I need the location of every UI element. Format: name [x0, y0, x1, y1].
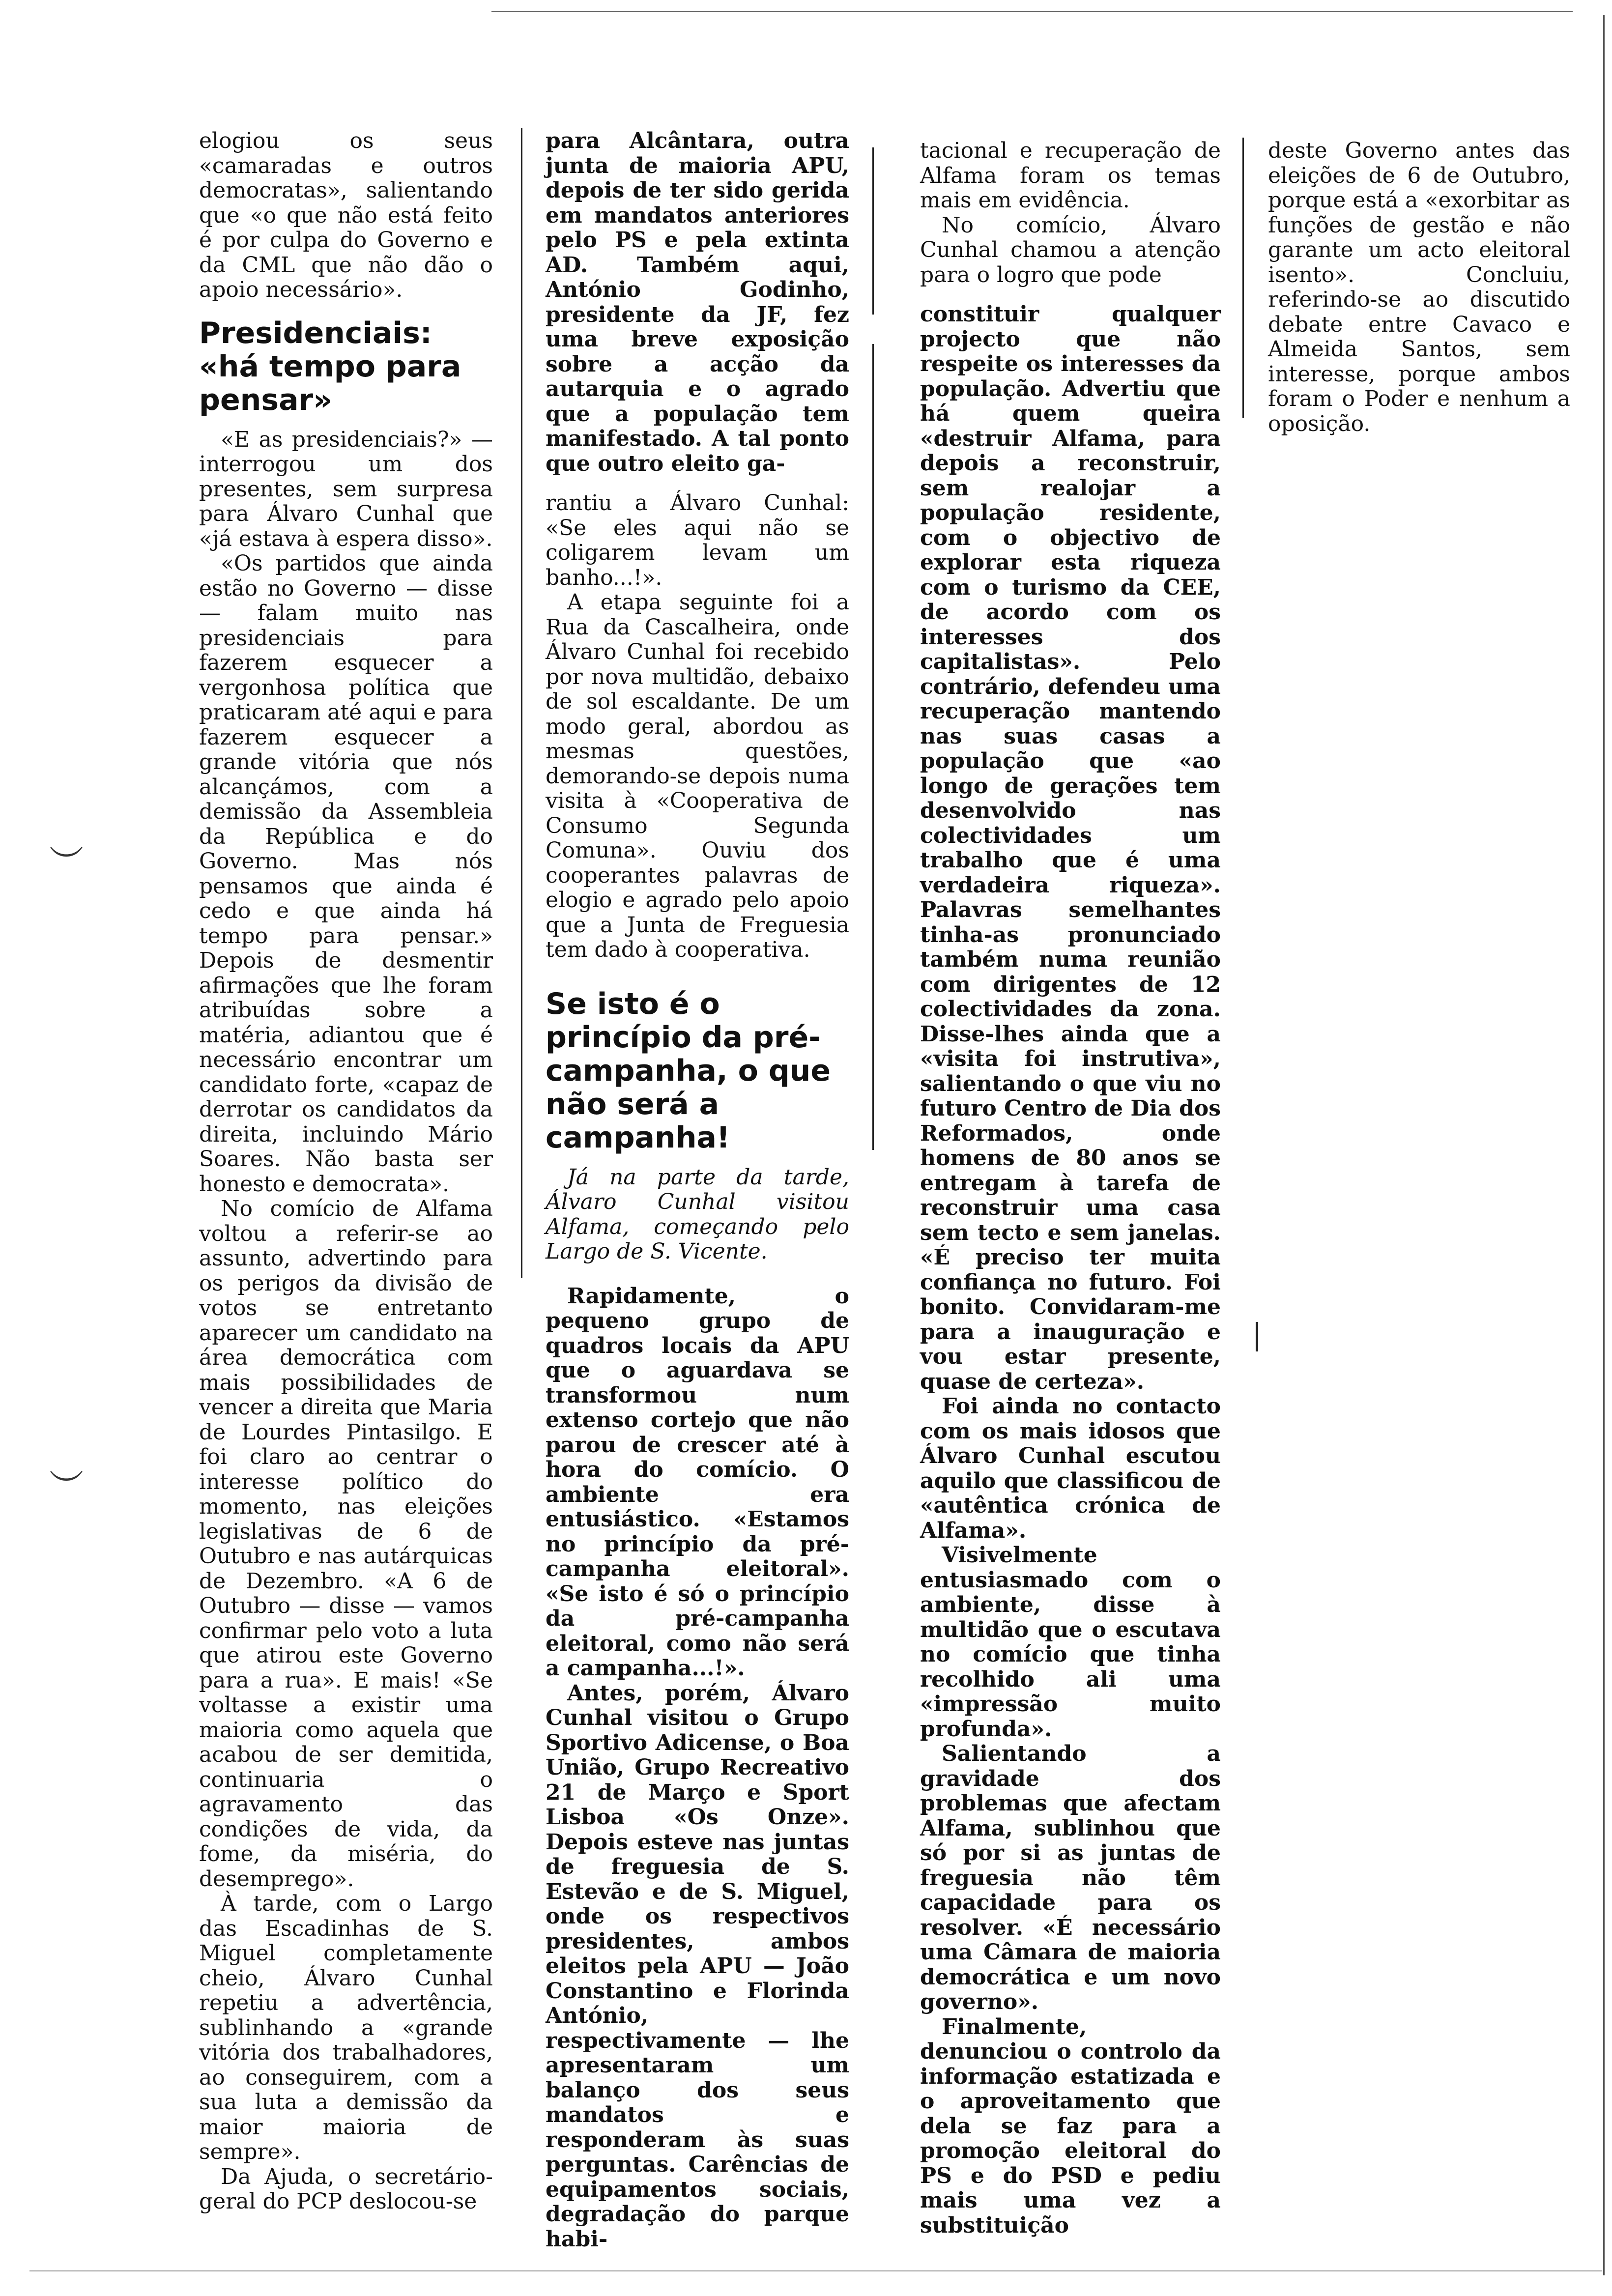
column-2-block-2: [546, 491, 849, 963]
paragraph: deste Governo antes das eleições de 6 de Outubro, porque está a «exorbitar as funções de gestão e não garante um acto eleitoral isento». Concluiu, referindo-se ao discutido debate entre Cavaco e Almeida Santos, sem interesse, porque ambos foram o Poder e nenhum a oposição.: [1268, 138, 1570, 436]
paragraph: Antes, porém, Álvaro Cunhal visitou o Grupo Sportivo Adicense, o Boa União, Grupo Recreativo 21 de Março e Sport Lisboa «Os Onze». Depois esteve nas juntas de freguesia de S. Estevão e de S. Miguel, onde os respectivos presidentes, ambos eleitos pela APU — João Constantino e Florinda António, respectivamente — lhe apresentaram um balanço dos seus mandatos e responderam às suas perguntas. Carências de equipamentos sociais, degradação do parque habi-: [546, 1680, 849, 2252]
column-3-block-1: [920, 139, 1221, 287]
paragraph: No comício de Alfama voltou a referir-se ao assunto, advertindo para os perigos da divisão de votos se entretanto aparecer um candidato na área democrática com mais possibilidades de vencer a direita que Maria de Lourdes Pintasilgo. E foi claro ao centrar o interesse político do momento, nas eleições legislativas de 6 de Outubro e nas autárquicas de Dezembro. «A 6 de Outubro — disse — vamos confirmar pelo voto a luta que atirou este Governo para a rua». E mais! «Se voltasse a existir uma maioria como aquela que acabou de ser demitida, continuaria o agravamento das condições de vida, da fome, da miséria, do desemprego».: [199, 1196, 493, 1892]
heading-presidenciais: Presidenciais: «há tempo para pensar»: [199, 316, 461, 417]
column-rule: [1256, 1322, 1258, 1351]
paragraph: Da Ajuda, o secretário-geral do PCP deslocou-se: [199, 2164, 493, 2214]
lead-paragraph: Já na parte da tarde, Álvaro Cunhal visitou Alfama, começando pelo Largo de S. Vicente.: [546, 1164, 849, 1264]
scan-right-edge: [1603, 15, 1605, 2275]
column-rule: [521, 128, 522, 1278]
paragraph: rantiu a Álvaro Cunhal: «Se eles aqui não se coligarem levam um banho...!».: [546, 490, 849, 590]
paragraph: «E as presidenciais?» — interrogou um dos presentes, sem surpresa para Álvaro Cunhal que «já estava à espera disso».: [199, 427, 493, 551]
paragraph: tacional e recuperação de Alfama foram os temas mais em evidência.: [920, 138, 1221, 213]
column-rule: [872, 147, 874, 315]
margin-mark: ︶: [49, 843, 84, 883]
column-2-block-1: [546, 129, 849, 476]
paragraph: Foi ainda no contacto com os mais idosos que Álvaro Cunhal escutou aquilo que classificou de «autêntica crónica de Alfama».: [920, 1394, 1221, 1543]
scan-top-edge: [491, 11, 1573, 12]
paragraph: para Alcântara, outra junta de maioria APU, depois de ter sido gerida em mandatos anteriores pelo PS e pela extinta AD. Também aqui, António Godinho, presidente da JF, fez uma breve exposição sobre a acção da autarquia e o agrado que a população tem manifestado. A tal ponto que outro eleito ga-: [546, 128, 849, 476]
heading-principio-pre-campanha: Se isto é o princípio da pré-campanha, o que não será a campanha!: [546, 986, 831, 1155]
paragraph: constituir qualquer projecto que não respeite os interesses da população. Advertiu que há quem queira «destruir Alfama, para depois a reconstruir, sem realojar a população residente, com o objectivo de explorar esta riqueza com o turismo da CEE, de acordo com os interesses dos capitalistas». Pelo contrário, defendeu uma recuperação mantendo nas suas casas a população que «ao longo de gerações tem desenvolvido nas colectividades um trabalho que é uma verdadeira riqueza». Palavras semelhantes tinha-as pronunciado também numa reunião com dirigentes de 12 colectividades da zona. Disse-lhes ainda que a «visita foi instrutiva», salientando o que viu no futuro Centro de Dia dos Reformados, onde homens de 80 anos se entregam à tarefa de reconstruir uma casa sem tecto e sem janelas. «É preciso ter muita confiança no futuro. Foi bonito. Convidaram-me para a inauguração e vou estar presente, quase de certeza».: [920, 302, 1221, 1394]
column-3: [920, 139, 1221, 2238]
paragraph: No comício, Álvaro Cunhal chamou a atenção para o logro que pode: [920, 212, 1221, 287]
paragraph: «Os partidos que ainda estão no Governo — disse — falam muito nas presidenciais para fazerem esquecer a vergonhosa política que praticaram até aqui e para fazerem esquecer a grande vitória que nós alcançámos, com a demissão da Assembleia da República e do Governo. Mas nós pensamos que ainda é cedo e que ainda há tempo para pensar.» Depois de desmentir afirmações que lhe foram atribuídas sobre a matéria, adiantou que é necessário encontrar um candidato forte, «capaz de derrotar os candidatos da direita, incluindo Mário Soares. Não basta ser honesto e democrata».: [199, 551, 493, 1197]
scan-bottom-edge: [29, 2270, 1602, 2271]
column-1: [199, 129, 493, 2214]
paragraph: Rapidamente, o pequeno grupo de quadros locais da APU que o aguardava se transformou num extenso cortejo que não parou de crescer até à hora do comício. O ambiente era entusiástico. «Estamos no princípio da pré-campanha eleitoral». «Se isto é só o princípio da pré-campanha eleitoral, como não será a campanha...!».: [546, 1283, 849, 1681]
column-rule: [872, 344, 874, 1150]
paragraph: Finalmente, denunciou o controlo da informação estatizada e o aproveitamento que dela se faz para a promoção eleitoral do PS e do PSD e pediu mais uma vez a substituição: [920, 2014, 1221, 2238]
column-4: [1268, 139, 1570, 436]
column-rule: [1242, 138, 1244, 418]
paragraph: A etapa seguinte foi a Rua da Cascalheira, onde Álvaro Cunhal foi recebido por nova multidão, debaixo de sol escaldante. De um modo geral, abordou as mesmas questões, demorando-se depois numa visita à «Cooperativa de Consumo Segunda Comuna». Ouviu dos cooperantes palavras de elogio e agrado pelo apoio que a Junta de Freguesia tem dado à cooperativa.: [546, 590, 849, 962]
paragraph: Visivelmente entusiasmado com o ambiente, disse à multidão que o escutava no comício que tinha recolhido ali uma «impressão muito profunda».: [920, 1543, 1221, 1742]
paragraph: À tarde, com o Largo das Escadinhas de S. Miguel completamente cheio, Álvaro Cunhal repetiu a advertência, sublinhando a «grande vitória dos trabalhadores, ao conseguirem, com a sua luta a demissão da maior maioria de sempre».: [199, 1891, 493, 2164]
paragraph: Salientando a gravidade dos problemas que afectam Alfama, sublinhou que só por si as juntas de freguesia não têm capacidade para os resolver. «É necessário uma Câmara de maioria democrática e um novo governo».: [920, 1741, 1221, 2014]
column-1-intro: elogiou os seus «camaradas e outros democratas», salientando que «o que não está feito é por culpa do Governo e da CML que não dão o apoio necessário».: [199, 128, 493, 302]
margin-mark: ︶: [49, 1467, 84, 1507]
column-2: [546, 129, 849, 2252]
